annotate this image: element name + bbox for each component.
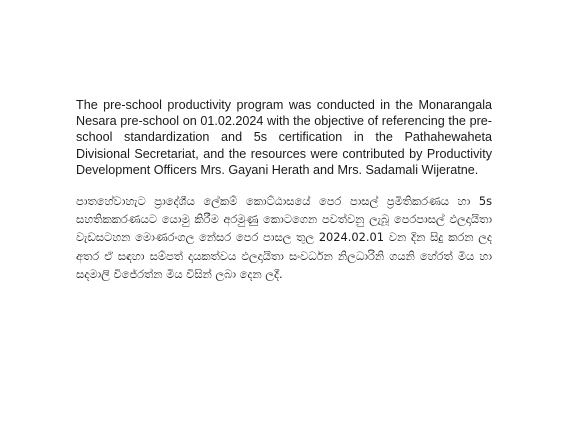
document-body xyxy=(76,97,492,283)
english-paragraph: The pre-school productivity program was conducted in the Monarangala Nesara pre-school on 01.02.2024 with the objective of referencing the pre-school standardization and 5s certification in the Pathahewaheta Divisional Secretariat, and the resources were contributed by Productivity Development Officers Mrs. Gayani Herath and Mrs. Sadamali Wijeratne. xyxy=(76,98,492,177)
sinhala-paragraph: පාතහේවාහැට ප්‍රාදේශීය ලේකම් කොට්ඨාසයේ පෙර පාසල් ප්‍රමිතිකරණය හා 5s සහතිකකරණයට යොමු කිරීම අරමුණු කොටගෙන පවත්වනු ලැබූ පෙරපාසල් ඵලදායිතා වැඩසටහන මොණරංගල නේසර පෙර පාසල තුල 2024.02.01 වන දින සිදු කරන ලද අතර ඒ සඳහා සම්පත් දායකත්වය ඵලදායිතා සංවර්ධන නිලධාරිනි ගයනි හේරත් මිය හා සදමාලි විජේරත්න මිය විසින් ලබා දෙන ලදී. xyxy=(76,194,492,281)
